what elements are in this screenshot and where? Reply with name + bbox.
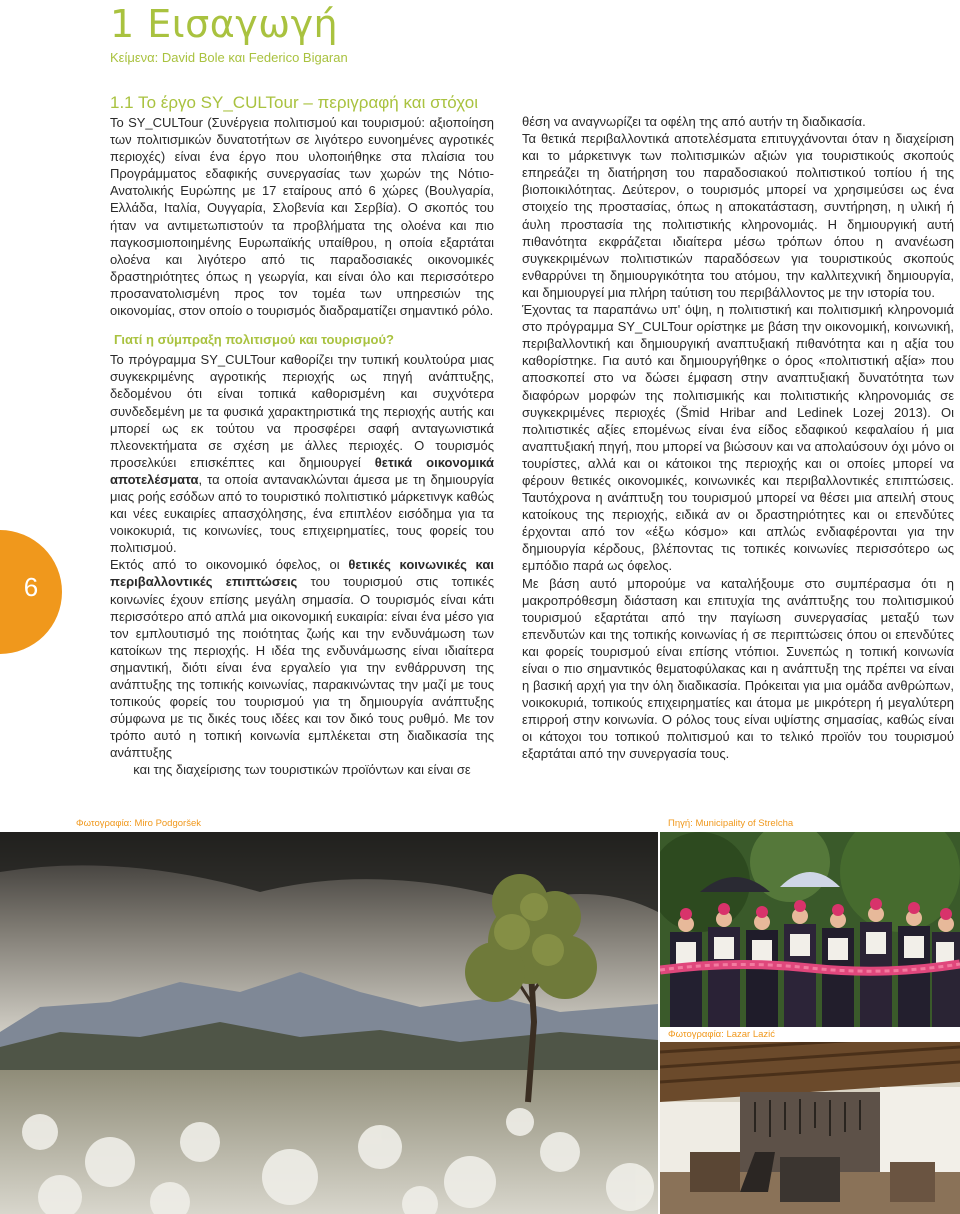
authors-line: Κείμενα: David Bole και Federico Bigaran (110, 50, 348, 65)
procession-photo-caption: Πηγή: Municipality of Strelcha (668, 818, 794, 829)
right-paragraph-1: θέση να αναγνωρίζει τα οφέλη της από αυτήν τη διαδικασία. (522, 114, 866, 129)
chapter-title: 1 Εισαγωγή (110, 2, 339, 46)
culture-text-bold: θετικά οικονομικά αποτελέσματα (110, 454, 494, 487)
landscape-photo-caption: Φωτογραφία: Miro Podgoršek (76, 818, 201, 829)
section-title: 1.1 Το έργο SY_CULTour – περιγραφή και στόχοι (110, 93, 478, 112)
social-text-b: του τουρισμού στις τοπικές κοινωνίες έχουν επίσης μεγάλη σημασία. Ο τουρισμός είναι κάτι περισσότερο από απλά μια οικονομική ευκαιρία: είναι ένα μέσο για τον εμπλουτισμό της ποιότητας ζωής και την ενδυνάμωση των κατοίκων της περιοχής. Η ιδέα της ενδυνάμωσης είναι ιδιαίτερα σημαντική, διότι είναι ένα εργαλείο για την ενθάρρυνση της ανάπτυξης της τοπικής κοινωνίας, παρακινώντας την μαζί με τους τοπικούς φορείς του τουρισμού για τη δημιουργία ανάπτυξης σύμφωνα με τις δικές τους ιδέες και τον δικό τους ρυθμό. Με τον τρόπο αυτό η τοπική κοινωνία εμπλέκεται στη διαδικασία της ανάπτυξης (110, 574, 494, 761)
left-text-column (110, 114, 494, 779)
procession-photo (660, 832, 960, 1027)
right-paragraph-4: Με βάση αυτό μπορούμε να καταλήξουμε στο συμπέρασμα ότι η μακροπρόθεσμη διάσταση και επιτυχία της ανάπτυξης του πολιτισμικού τουρισμού εξαρτάται από την παγίωση συνεργασίας μεταξύ των επενδυτών και της τοπικής κοινωνίας ή σε περιπτώσεις όπου οι επενδύτες και φορείς τουρισμού είναι επίσης ντόπιοι. Συνεπώς η τοπική κοινωνία είναι ο πιο σημαντικός θεματοφύλακας και η ανάπτυξη της πρέπει να είναι η βασική αρχή για την όλη διαδικασία. Πρόκειται για μια ομάδα ανθρώπων, νοικοκυριά, τοπικούς επιχειρηματίες και άτομα με μικρότερη ή μεγαλύτερη επιρροή στην κοινωνία. Ο ρόλος τους είναι υψίστης σημασίας, καθώς είναι οι κάτοχοι του τοπικού πολιτισμού και το τελικό προϊόν του τουρισμού εξαρτάται από την συνεργασία τους. (522, 575, 954, 762)
social-paragraph (110, 556, 494, 778)
right-paragraph-3: Έχοντας τα παραπάνω υπ' όψη, η πολιτιστική και πολιτισμική κληρονομιά στο πρόγραμμα SY_CULTour ορίστηκε με βάση την οικονομική, κοινωνική, περιβαλλοντική και δημιουργική αναπτυξιακή πιθανότητα και η αξία του καθορίστηκε. Για αυτό και δημιουργήθηκε ο όρος «πολιτιστική αξία» που αποσκοπεί στο να δώσει έμφαση στην αναπτυξιακή δυνατότητα των διαφόρων μορφών της πολιτισμικής και πολιτιστικής κληρονομιάς σε συγκεκριμένες περιοχές (Šmid Hribar and Ledinek Lozej 2013). Οι πολιτιστικές αξίες επομένως είναι ένα είδος εδαφικού κεφαλαίου ή μια αναπτυξιακή πηγή, που μπορεί να βιώσουν και να απολαύσουν όχι μόνο οι τουρίστες, αλλά και οι κάτοικοι της περιοχής και οι οποίες μπορεί να φέρουν θετικές οικονομικές, κοινωνικές και περιβαλλοντικές επιπτώσεις. Ταυτόχρονα η ανάπτυξη του τουρισμού μπορεί να θέσει μια απειλή στους κατοίκους της περιοχής, ειδικά αν οι δραστηριότητες και οι επενδύτες έρχονται από τον «έξω κόσμο» και απλώς ενδιαφέρονται για την δημιουργία κέρδους, βλέποντας τις τοπικές κοινωνίες περισσότερο ως εμπόδιο παρά ως όφελος. (522, 302, 954, 574)
right-paragraph-2: Τα θετικά περιβαλλοντικά αποτελέσματα επιτυγχάνονται όταν η διαχείριση και το μάρκετινγκ των πολιτισμικών αξιών για τουριστικούς σκοπούς επηρεάζει τη διατήρηση του παραδοσιακού πολιτιστικού τοπίου ή της βιοποικιλότητας. Δεύτερον, ο τουρισμός μπορεί να χρησιμεύσει ως ένα στοιχείο της προστασίας, όπως η αποκατάσταση, συντήρηση, η υλική ή άυλη προστασία της πολιτιστικής κληρονομιάς. Η δημιουργική αυτή πιθανότητα εκφράζεται ιδιαίτερα μέσω τρόπων όπου η ανανέωση συγκεκριμένων πολιτιστικών παραδόσεων για τουριστικούς σκοπούς ενθαρρύνει τη δημιουργικότητα του ατόμου, την καλλιτεχνική δημιουργία, και δημιουργεί μια πλήρη ταύτιση του περιβάλλοντος με την ιστορία του. (522, 131, 954, 300)
social-text-a: Εκτός από το οικονομικό όφελος, οι (110, 557, 349, 573)
intro-paragraph: Το SY_CULTour (Συνέργεια πολιτισμού και τουρισμού: αξιοποίηση των πολιτισμικών δυνατοτήτων σε λιγότερο ευνοημένες αγροτικές περιοχές) είναι ένα έργο που υλοποιήθηκε στα πλαίσια του Προγράμματος εδαφικής συνεργασίας των χωρών της Νότιο-Ανατολικής Ευρώπης με 17 εταίρους από 6 χώρες (Βουλγαρία, Ελλάδα, Ιταλία, Ουγγαρία, Σλοβενία και Σερβία). Ο σκοπός του ήταν να αντιμετωπιστούν τα προβλήματα της ολοένα και πιο παγκοσμιοποιημένης Ευρωπαϊκής υπαίθρου, η οποία εξαρτάται ολοένα και λιγότερο από τις παραδοσιακές οικονομικές δραστηριότητες όπως η γεωργία, και είναι όλο και περισσότερο προσανατολισμένη προς τον τομέα των υπηρεσιών της οικονομίας, στον οποίο ο τουρισμός διαδραματίζει σημαντικό ρόλο. (110, 115, 494, 319)
culture-text-b: , τα οποία αντανακλώνται άμεσα με τη δημιουργία μιας ροής εσόδων από το τουριστικό πολιτιστικό μάρκετινγκ καθώς και νέες ευκαιρίες απασχόλησης, ένα επιπλέον εισόδημα για τα νοικοκυριά, τις κοινωνίες, τους επιχειρηματίες, τους φορείς του πολιτισμού. (110, 471, 494, 556)
workshop-photo (660, 1042, 960, 1214)
social-text-last-line: και της διαχείρισης των τουριστικών προϊόντων και είναι σε (133, 762, 471, 778)
culture-paragraph (110, 351, 494, 556)
social-text-bold: θετικές κοινωνικές και περιβαλλοντικές επιπτώσεις (110, 557, 494, 590)
landscape-photo (0, 832, 658, 1214)
workshop-photo-caption: Φωτογραφία: Lazar Lazić (668, 1029, 776, 1040)
right-text-column (522, 113, 954, 763)
page-number: 6 (23, 572, 39, 602)
culture-text-a: Το πρόγραμμα SY_CULTour καθορίζει την τυπική κουλτούρα μιας συγκεκριμένης αγροτικής περιοχής ως πηγή ανάπτυξης, δεδομένου ότι είναι τοπικά καθορισμένη και συχνότερα συνδεδεμένη με τα φυσικά χαρακτηριστικά της περιοχής αυτής και μπορεί ως εκ τούτου να προσφέρει σαφή ανταγωνιστικά πλεονεκτήματα σε σχέση με άλλες περιοχές. Ο τουρισμός προσελκύει επισκέπτες και δημιουργεί (110, 352, 494, 470)
subheading: Γιατί η σύμπραξη πολιτισμού και τουρισμού? (114, 332, 395, 348)
